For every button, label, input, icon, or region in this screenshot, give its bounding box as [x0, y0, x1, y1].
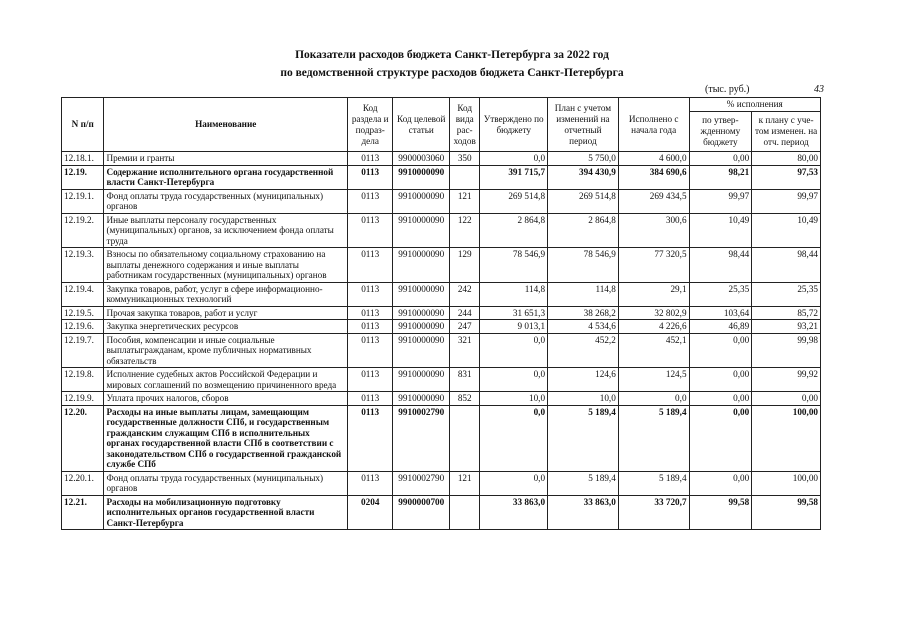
row-number: 12.19.8.	[62, 368, 104, 392]
row-name: Исполнение судебных актов Российской Федерации и мировых соглашений по возмещению причиненного вреда	[104, 368, 348, 392]
table-row	[62, 320, 821, 334]
row-razdel: 0113	[347, 189, 392, 213]
row-approved: 0,0	[480, 152, 548, 166]
row-pct-approved: 99,58	[689, 495, 752, 530]
row-expense-type	[450, 405, 480, 471]
row-executed: 384 690,6	[618, 165, 689, 189]
table-row	[62, 495, 821, 530]
table-row	[62, 152, 821, 166]
row-executed: 4 226,6	[618, 320, 689, 334]
row-executed: 32 802,9	[618, 306, 689, 320]
row-expense-type: 831	[450, 368, 480, 392]
row-target-article: 9910000090	[393, 320, 450, 334]
row-target-article: 9910000090	[393, 333, 450, 368]
row-expense-type: 244	[450, 306, 480, 320]
row-approved: 0,0	[480, 368, 548, 392]
row-pct-approved: 46,89	[689, 320, 752, 334]
header-approved: Утверждено по бюджету	[480, 98, 548, 152]
table-row	[62, 189, 821, 213]
row-number: 12.18.1.	[62, 152, 104, 166]
row-name: Содержание исполнительного органа государственной власти Санкт-Петербурга	[104, 165, 348, 189]
row-name: Фонд оплаты труда государственных (муниципальных) органов	[104, 471, 348, 495]
unit-label: (тыс. руб.)	[705, 84, 750, 95]
header-expense-type: Код вида рас-ходов	[450, 98, 480, 152]
row-razdel: 0113	[347, 248, 392, 283]
row-executed: 5 189,4	[618, 471, 689, 495]
table-row	[62, 306, 821, 320]
row-pct-approved: 98,21	[689, 165, 752, 189]
row-name: Расходы на мобилизационную подготовку исполнительных органов государственной власти Санкт-Петербурга	[104, 495, 348, 530]
row-executed: 77 320,5	[618, 248, 689, 283]
row-razdel: 0113	[347, 306, 392, 320]
table-row	[62, 368, 821, 392]
header-executed: Исполнено с начала года	[618, 98, 689, 152]
row-approved: 114,8	[480, 282, 548, 306]
row-executed: 300,6	[618, 213, 689, 248]
row-expense-type: 852	[450, 392, 480, 406]
row-pct-plan: 93,21	[752, 320, 821, 334]
expenditure-table	[61, 97, 821, 530]
row-number: 12.19.9.	[62, 392, 104, 406]
row-number: 12.19.5.	[62, 306, 104, 320]
row-plan: 4 534,6	[548, 320, 619, 334]
row-number: 12.20.	[62, 405, 104, 471]
row-plan: 452,2	[548, 333, 619, 368]
row-target-article: 9910000090	[393, 306, 450, 320]
row-pct-plan: 99,98	[752, 333, 821, 368]
row-approved: 0,0	[480, 405, 548, 471]
row-approved: 2 864,8	[480, 213, 548, 248]
row-expense-type: 247	[450, 320, 480, 334]
row-pct-plan: 0,00	[752, 392, 821, 406]
row-pct-approved: 98,44	[689, 248, 752, 283]
page-number: 43	[814, 84, 824, 95]
row-number: 12.19.	[62, 165, 104, 189]
row-pct-plan: 99,92	[752, 368, 821, 392]
row-executed: 4 600,0	[618, 152, 689, 166]
row-approved: 33 863,0	[480, 495, 548, 530]
row-razdel: 0113	[347, 368, 392, 392]
table-body	[62, 152, 821, 530]
table-row	[62, 405, 821, 471]
header-pct-approved: по утвер-жденному бюджету	[689, 112, 752, 152]
table-header	[62, 98, 821, 152]
header-pct-plan: к плану с уче-том изменен. на отч. период	[752, 112, 821, 152]
row-pct-plan: 25,35	[752, 282, 821, 306]
row-plan: 5 189,4	[548, 471, 619, 495]
row-executed: 0,0	[618, 392, 689, 406]
row-pct-approved: 0,00	[689, 392, 752, 406]
row-pct-plan: 97,53	[752, 165, 821, 189]
row-pct-plan: 99,97	[752, 189, 821, 213]
row-number: 12.19.7.	[62, 333, 104, 368]
row-target-article: 9900000700	[393, 495, 450, 530]
header-plan: План с учетом изменений на отчетный период	[548, 98, 619, 152]
row-executed: 269 434,5	[618, 189, 689, 213]
row-razdel: 0113	[347, 333, 392, 368]
table-row	[62, 392, 821, 406]
row-plan: 33 863,0	[548, 495, 619, 530]
row-expense-type	[450, 165, 480, 189]
row-pct-plan: 80,00	[752, 152, 821, 166]
row-name: Закупка энергетических ресурсов	[104, 320, 348, 334]
row-target-article: 9910002790	[393, 471, 450, 495]
row-plan: 5 750,0	[548, 152, 619, 166]
row-pct-plan: 10,49	[752, 213, 821, 248]
row-target-article: 9910000090	[393, 392, 450, 406]
row-expense-type: 350	[450, 152, 480, 166]
row-name: Премии и гранты	[104, 152, 348, 166]
row-number: 12.20.1.	[62, 471, 104, 495]
row-target-article: 9910002790	[393, 405, 450, 471]
row-name: Закупка товаров, работ, услуг в сфере информационно-коммуникационных технологий	[104, 282, 348, 306]
row-razdel: 0204	[347, 495, 392, 530]
row-razdel: 0113	[347, 405, 392, 471]
row-razdel: 0113	[347, 471, 392, 495]
row-plan: 78 546,9	[548, 248, 619, 283]
table-row	[62, 248, 821, 283]
row-number: 12.19.2.	[62, 213, 104, 248]
row-pct-approved: 0,00	[689, 368, 752, 392]
row-executed: 29,1	[618, 282, 689, 306]
row-expense-type: 121	[450, 471, 480, 495]
row-plan: 114,8	[548, 282, 619, 306]
row-approved: 391 715,7	[480, 165, 548, 189]
row-expense-type: 129	[450, 248, 480, 283]
header-target-article: Код целевой статьи	[393, 98, 450, 152]
table-row	[62, 333, 821, 368]
row-name: Иные выплаты персоналу государственных (муниципальных) органов, за исключением фонда оплаты труда	[104, 213, 348, 248]
row-pct-approved: 0,00	[689, 152, 752, 166]
row-razdel: 0113	[347, 392, 392, 406]
row-executed: 33 720,7	[618, 495, 689, 530]
row-approved: 78 546,9	[480, 248, 548, 283]
row-number: 12.19.6.	[62, 320, 104, 334]
row-expense-type: 121	[450, 189, 480, 213]
row-name: Прочая закупка товаров, работ и услуг	[104, 306, 348, 320]
row-plan: 269 514,8	[548, 189, 619, 213]
row-name: Уплата прочих налогов, сборов	[104, 392, 348, 406]
row-executed: 124,5	[618, 368, 689, 392]
report-title-line-1: Показатели расходов бюджета Санкт-Петербурга за 2022 год	[295, 49, 609, 61]
row-approved: 269 514,8	[480, 189, 548, 213]
row-expense-type: 242	[450, 282, 480, 306]
table-row	[62, 213, 821, 248]
table-row	[62, 282, 821, 306]
row-razdel: 0113	[347, 282, 392, 306]
row-target-article: 9910000090	[393, 248, 450, 283]
row-target-article: 9910000090	[393, 189, 450, 213]
row-approved: 9 013,1	[480, 320, 548, 334]
row-pct-plan: 85,72	[752, 306, 821, 320]
row-plan: 2 864,8	[548, 213, 619, 248]
row-plan: 394 430,9	[548, 165, 619, 189]
row-plan: 38 268,2	[548, 306, 619, 320]
row-number: 12.19.3.	[62, 248, 104, 283]
row-target-article: 9910000090	[393, 368, 450, 392]
row-name: Взносы по обязательному социальному страхованию на выплаты денежного содержания и иные выплаты работникам государственных (муниципальных) органов	[104, 248, 348, 283]
row-number: 12.21.	[62, 495, 104, 530]
header-razdel: Код раздела и подраз-дела	[347, 98, 392, 152]
row-target-article: 9910000090	[393, 165, 450, 189]
row-pct-approved: 99,97	[689, 189, 752, 213]
row-executed: 452,1	[618, 333, 689, 368]
row-pct-approved: 0,00	[689, 471, 752, 495]
row-target-article: 9910000090	[393, 213, 450, 248]
report-title-line-2: по ведомственной структуре расходов бюджета Санкт-Петербурга	[280, 67, 624, 79]
row-number: 12.19.4.	[62, 282, 104, 306]
row-number: 12.19.1.	[62, 189, 104, 213]
row-plan: 124,6	[548, 368, 619, 392]
row-approved: 0,0	[480, 333, 548, 368]
row-name: Фонд оплаты труда государственных (муниципальных) органов	[104, 189, 348, 213]
row-pct-approved: 103,64	[689, 306, 752, 320]
row-plan: 10,0	[548, 392, 619, 406]
row-approved: 31 651,3	[480, 306, 548, 320]
row-name: Пособия, компенсации и иные социальные выплатыгражданам, кроме публичных нормативных обязательств	[104, 333, 348, 368]
row-executed: 5 189,4	[618, 405, 689, 471]
row-name: Расходы на иные выплаты лицам, замещающим государственные должности СПб, и государственным гражданским служащим СПб в исполнительных органах государственной власти СПб в соответствии с законодательством СПб о государственной гражданской службе СПб	[104, 405, 348, 471]
row-approved: 10,0	[480, 392, 548, 406]
row-pct-plan: 100,00	[752, 405, 821, 471]
row-approved: 0,0	[480, 471, 548, 495]
row-razdel: 0113	[347, 152, 392, 166]
row-pct-plan: 100,00	[752, 471, 821, 495]
table-row	[62, 471, 821, 495]
row-pct-plan: 99,58	[752, 495, 821, 530]
row-expense-type: 122	[450, 213, 480, 248]
row-expense-type	[450, 495, 480, 530]
row-target-article: 9910000090	[393, 282, 450, 306]
row-plan: 5 189,4	[548, 405, 619, 471]
row-target-article: 9900003060	[393, 152, 450, 166]
row-razdel: 0113	[347, 320, 392, 334]
row-pct-plan: 98,44	[752, 248, 821, 283]
row-pct-approved: 25,35	[689, 282, 752, 306]
header-pct-group: % исполнения	[689, 98, 820, 112]
row-razdel: 0113	[347, 213, 392, 248]
row-pct-approved: 10,49	[689, 213, 752, 248]
row-pct-approved: 0,00	[689, 333, 752, 368]
header-num: N п/п	[62, 98, 104, 152]
row-expense-type: 321	[450, 333, 480, 368]
row-pct-approved: 0,00	[689, 405, 752, 471]
row-razdel: 0113	[347, 165, 392, 189]
header-name: Наименование	[104, 98, 348, 152]
table-row	[62, 165, 821, 189]
